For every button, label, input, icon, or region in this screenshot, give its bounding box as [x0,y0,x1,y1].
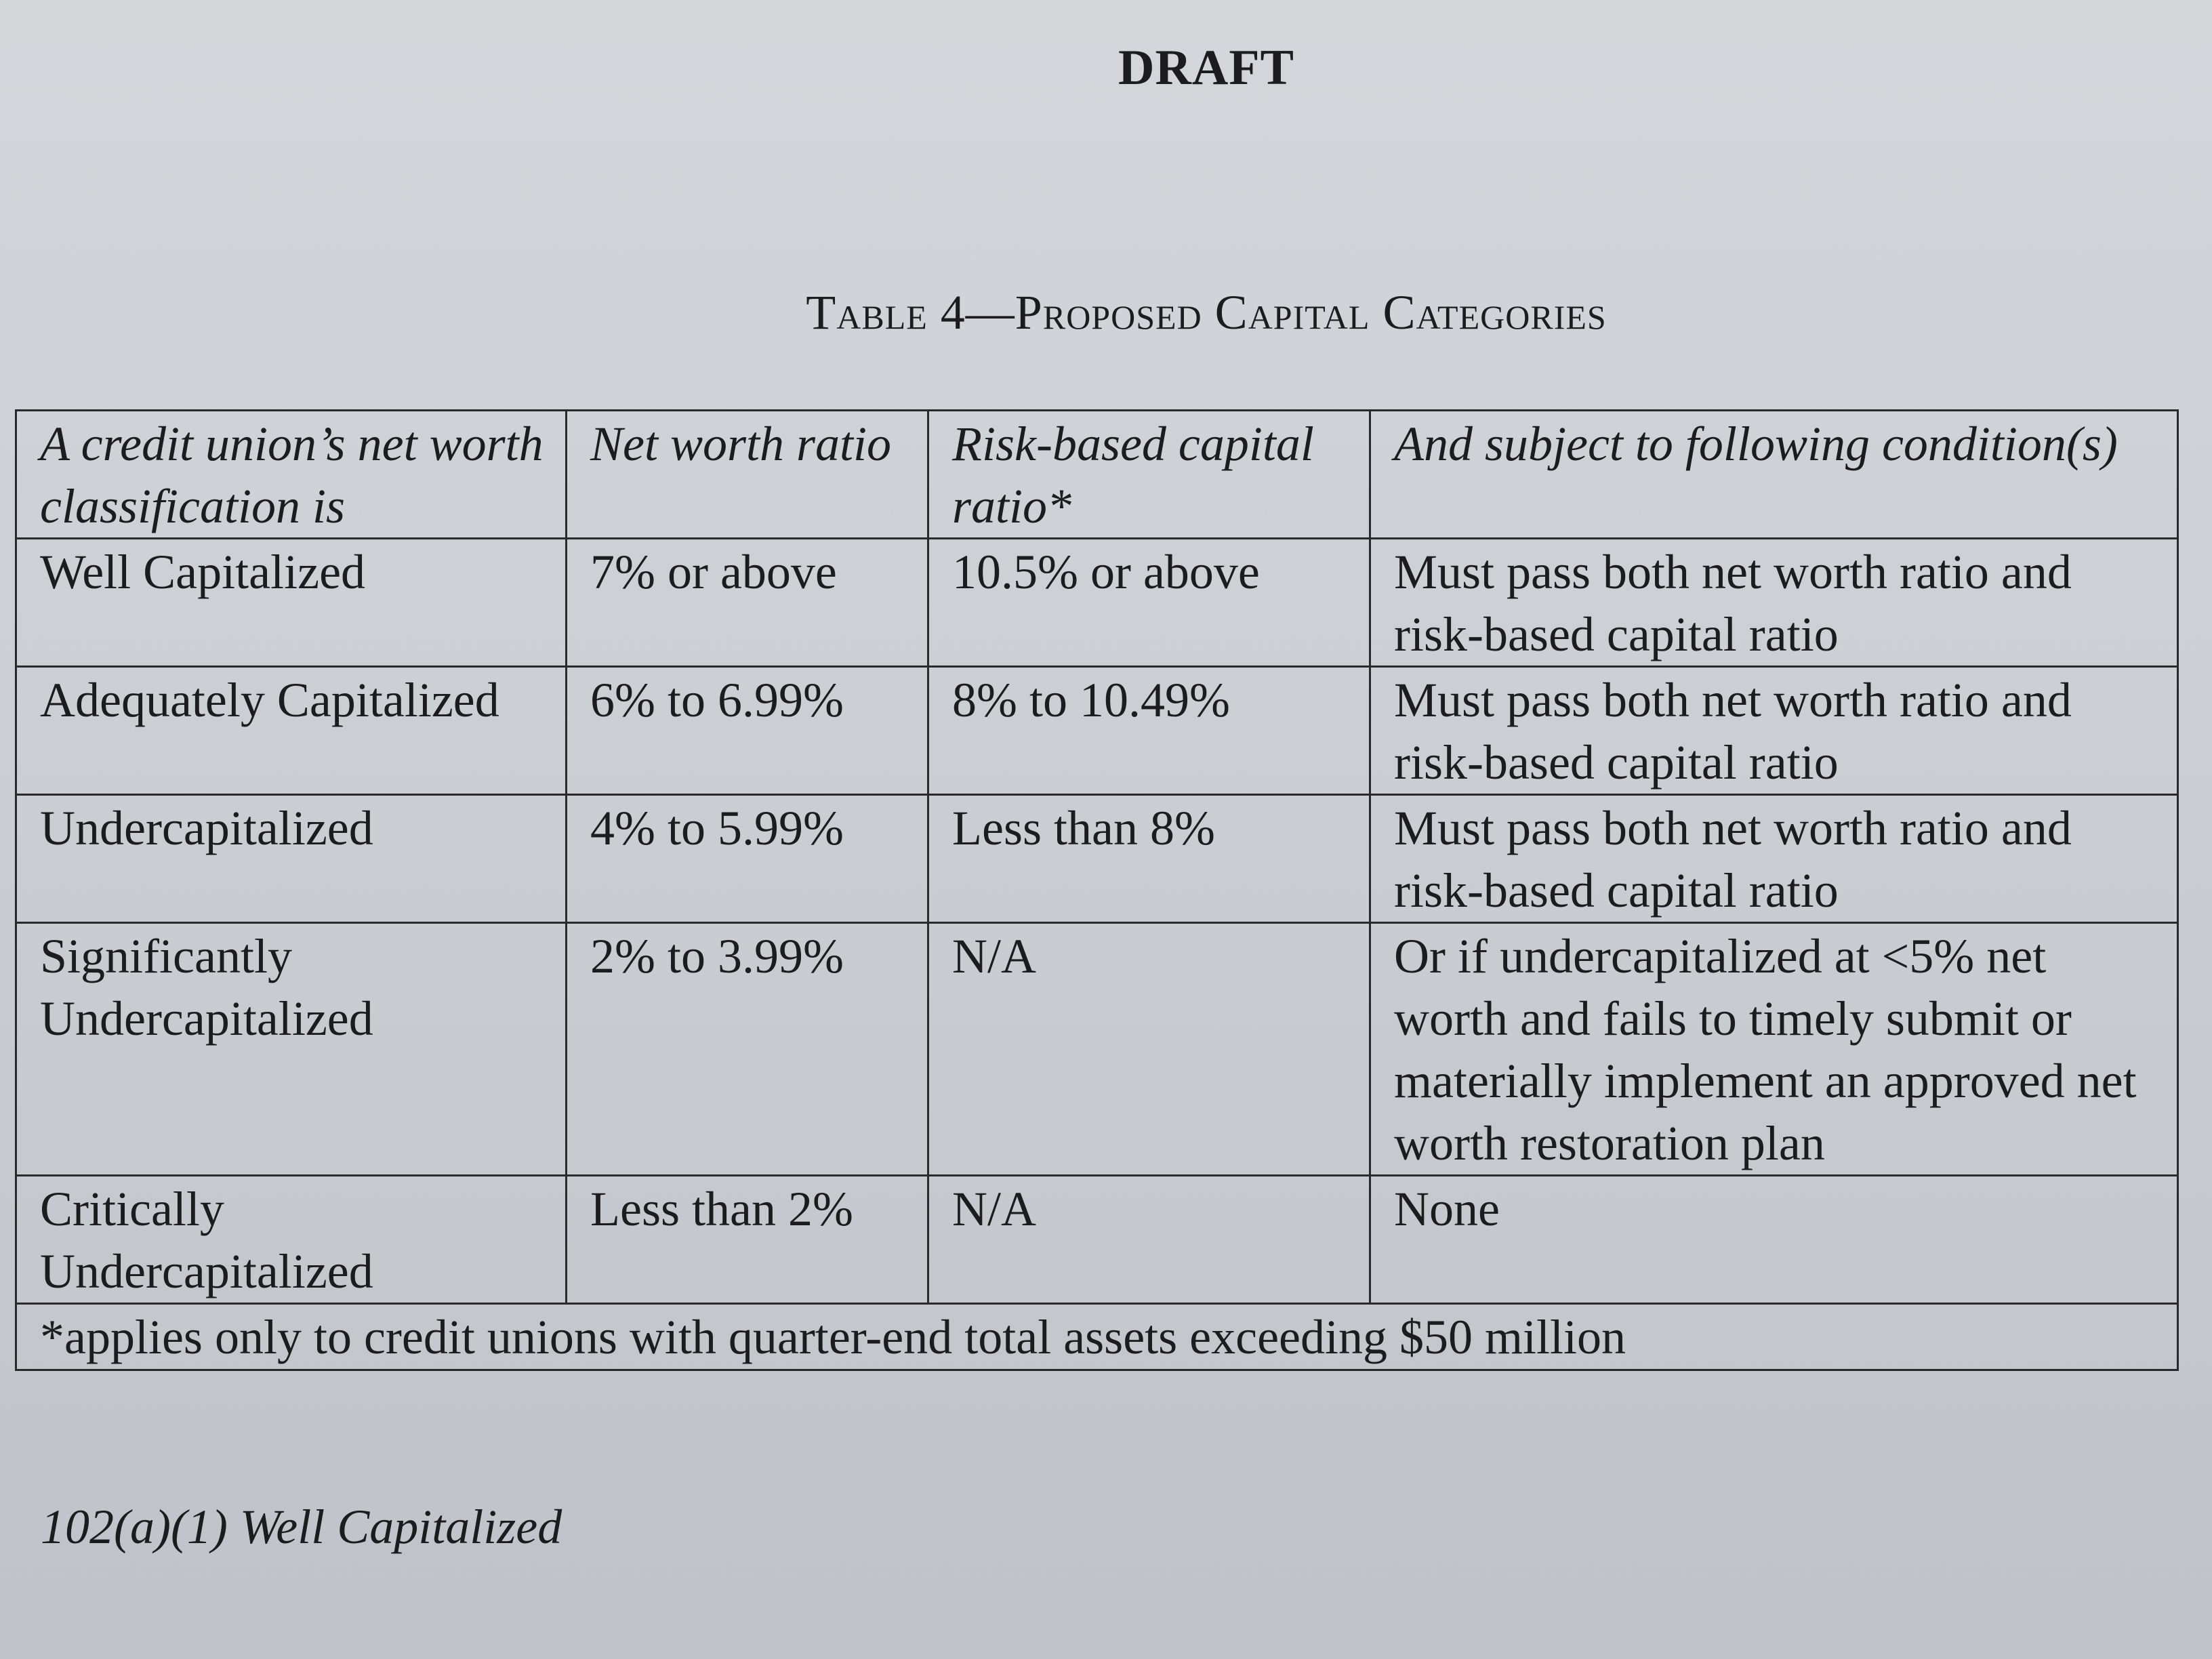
cell-conditions: Must pass both net worth ratio and risk-based capital ratio [1370,539,2178,667]
table-title: Table 4—Proposed Capital Categories [806,285,1607,340]
cell-conditions: Must pass both net worth ratio and risk-based capital ratio [1370,795,2178,923]
cell-conditions: None [1370,1176,2178,1304]
cell-conditions: Or if undercapitalized at <5% net worth and fails to timely submit or materially implement an approved net worth restoration plan [1370,923,2178,1176]
cell-risk-based-ratio: N/A [928,923,1370,1176]
header-risk-based-capital-ratio: Risk-based capital ratio* [928,411,1370,539]
cell-risk-based-ratio: 8% to 10.49% [928,667,1370,795]
table-footnote: *applies only to credit unions with quarter-end total assets exceeding $50 million [16,1304,2178,1370]
cell-classification: Well Capitalized [16,539,567,667]
cell-conditions: Must pass both net worth ratio and risk-based capital ratio [1370,667,2178,795]
cell-net-worth-ratio: 2% to 3.99% [567,923,928,1176]
cell-classification: Adequately Capitalized [16,667,567,795]
cell-risk-based-ratio: N/A [928,1176,1370,1304]
header-net-worth-ratio: Net worth ratio [567,411,928,539]
cell-risk-based-ratio: Less than 8% [928,795,1370,923]
header-classification: A credit union’s net worth classification is [16,411,567,539]
draft-label: DRAFT [1118,40,1294,96]
table-row [16,667,2178,795]
capital-categories-table [15,409,2179,1371]
cell-net-worth-ratio: Less than 2% [567,1176,928,1304]
table-row [16,795,2178,923]
header-conditions: And subject to following condition(s) [1370,411,2178,539]
cell-net-worth-ratio: 7% or above [567,539,928,667]
cell-net-worth-ratio: 4% to 5.99% [567,795,928,923]
table-row [16,1176,2178,1304]
cell-net-worth-ratio: 6% to 6.99% [567,667,928,795]
table-header-row [16,411,2178,539]
cell-risk-based-ratio: 10.5% or above [928,539,1370,667]
cell-classification: Critically Undercapitalized [16,1176,567,1304]
cell-classification: Significantly Undercapitalized [16,923,567,1176]
table-footnote-row [16,1304,2178,1370]
section-heading: 102(a)(1) Well Capitalized [41,1500,562,1554]
table-row [16,923,2178,1176]
cell-classification: Undercapitalized [16,795,567,923]
table-row [16,539,2178,667]
